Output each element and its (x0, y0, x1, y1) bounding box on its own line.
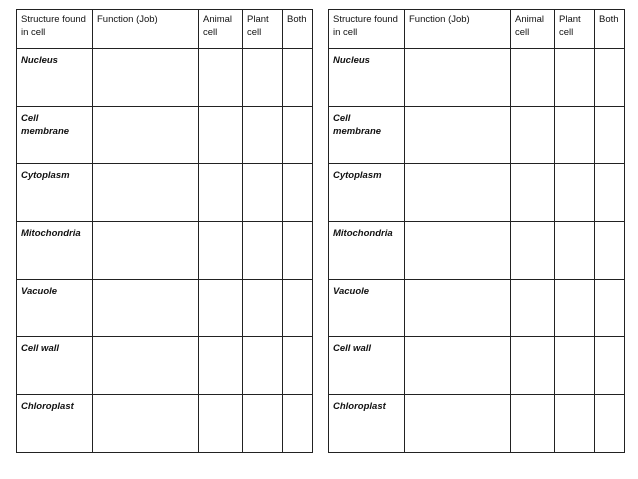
both-check[interactable] (283, 395, 313, 453)
both-check[interactable] (595, 337, 625, 395)
animal-cell-check[interactable] (511, 395, 555, 453)
table-row (329, 279, 625, 337)
structure-name-cell: Mitochondria (17, 222, 93, 280)
both-check[interactable] (595, 106, 625, 164)
structure-name-cell: Vacuole (17, 279, 93, 337)
function-answer-cell[interactable] (405, 49, 511, 107)
structure-name-cell: Vacuole (329, 279, 405, 337)
function-answer-cell[interactable] (93, 164, 199, 222)
header-animal-cell: Animal cell (511, 10, 555, 49)
function-answer-cell[interactable] (93, 49, 199, 107)
animal-cell-check[interactable] (511, 164, 555, 222)
plant-cell-check[interactable] (555, 49, 595, 107)
structure-name-cell: Chloroplast (329, 395, 405, 453)
table-row (329, 395, 625, 453)
both-check[interactable] (595, 279, 625, 337)
function-answer-cell[interactable] (405, 395, 511, 453)
plant-cell-check[interactable] (243, 106, 283, 164)
function-answer-cell[interactable] (405, 106, 511, 164)
structure-name-cell: Cell membrane (329, 106, 405, 164)
structure-name-cell: Cell wall (17, 337, 93, 395)
plant-cell-check[interactable] (555, 106, 595, 164)
table-row (17, 279, 313, 337)
both-check[interactable] (283, 279, 313, 337)
animal-cell-check[interactable] (199, 49, 243, 107)
animal-cell-check[interactable] (511, 222, 555, 280)
animal-cell-check[interactable] (511, 279, 555, 337)
structure-name-cell: Cytoplasm (329, 164, 405, 222)
worksheet-table-right (328, 9, 625, 453)
header-structure: Structure found in cell (329, 10, 405, 49)
table-row (329, 106, 625, 164)
plant-cell-check[interactable] (555, 337, 595, 395)
plant-cell-check[interactable] (555, 222, 595, 280)
table-row (17, 49, 313, 107)
plant-cell-check[interactable] (555, 279, 595, 337)
both-check[interactable] (595, 222, 625, 280)
header-row (329, 10, 625, 49)
structure-name-cell: Nucleus (329, 49, 405, 107)
header-row (17, 10, 313, 49)
function-answer-cell[interactable] (405, 222, 511, 280)
animal-cell-check[interactable] (199, 106, 243, 164)
header-animal-cell: Animal cell (199, 10, 243, 49)
plant-cell-check[interactable] (243, 49, 283, 107)
function-answer-cell[interactable] (405, 337, 511, 395)
structure-name-cell: Cytoplasm (17, 164, 93, 222)
both-check[interactable] (283, 164, 313, 222)
header-structure: Structure found in cell (17, 10, 93, 49)
structure-name-cell: Chloroplast (17, 395, 93, 453)
function-answer-cell[interactable] (93, 222, 199, 280)
function-answer-cell[interactable] (93, 395, 199, 453)
plant-cell-check[interactable] (243, 279, 283, 337)
table-row (329, 222, 625, 280)
worksheet-table-left (16, 9, 313, 453)
plant-cell-check[interactable] (243, 164, 283, 222)
plant-cell-check[interactable] (555, 164, 595, 222)
function-answer-cell[interactable] (93, 337, 199, 395)
header-function: Function (Job) (405, 10, 511, 49)
function-answer-cell[interactable] (93, 106, 199, 164)
function-answer-cell[interactable] (405, 164, 511, 222)
table-row (17, 106, 313, 164)
table-row (17, 337, 313, 395)
header-plant-cell: Plant cell (555, 10, 595, 49)
function-answer-cell[interactable] (405, 279, 511, 337)
both-check[interactable] (283, 106, 313, 164)
plant-cell-check[interactable] (243, 337, 283, 395)
table-row (329, 164, 625, 222)
table-row (329, 49, 625, 107)
header-function: Function (Job) (93, 10, 199, 49)
header-plant-cell: Plant cell (243, 10, 283, 49)
animal-cell-check[interactable] (199, 164, 243, 222)
animal-cell-check[interactable] (199, 222, 243, 280)
plant-cell-check[interactable] (243, 395, 283, 453)
structure-name-cell: Cell membrane (17, 106, 93, 164)
structure-name-cell: Mitochondria (329, 222, 405, 280)
animal-cell-check[interactable] (511, 106, 555, 164)
plant-cell-check[interactable] (243, 222, 283, 280)
header-both: Both (283, 10, 313, 49)
both-check[interactable] (595, 49, 625, 107)
header-both: Both (595, 10, 625, 49)
both-check[interactable] (283, 49, 313, 107)
structure-name-cell: Cell wall (329, 337, 405, 395)
function-answer-cell[interactable] (93, 279, 199, 337)
both-check[interactable] (595, 395, 625, 453)
animal-cell-check[interactable] (199, 337, 243, 395)
table-row (329, 337, 625, 395)
plant-cell-check[interactable] (555, 395, 595, 453)
animal-cell-check[interactable] (511, 49, 555, 107)
animal-cell-check[interactable] (511, 337, 555, 395)
animal-cell-check[interactable] (199, 279, 243, 337)
structure-name-cell: Nucleus (17, 49, 93, 107)
both-check[interactable] (283, 337, 313, 395)
table-row (17, 222, 313, 280)
both-check[interactable] (283, 222, 313, 280)
both-check[interactable] (595, 164, 625, 222)
table-row (17, 164, 313, 222)
animal-cell-check[interactable] (199, 395, 243, 453)
table-row (17, 395, 313, 453)
